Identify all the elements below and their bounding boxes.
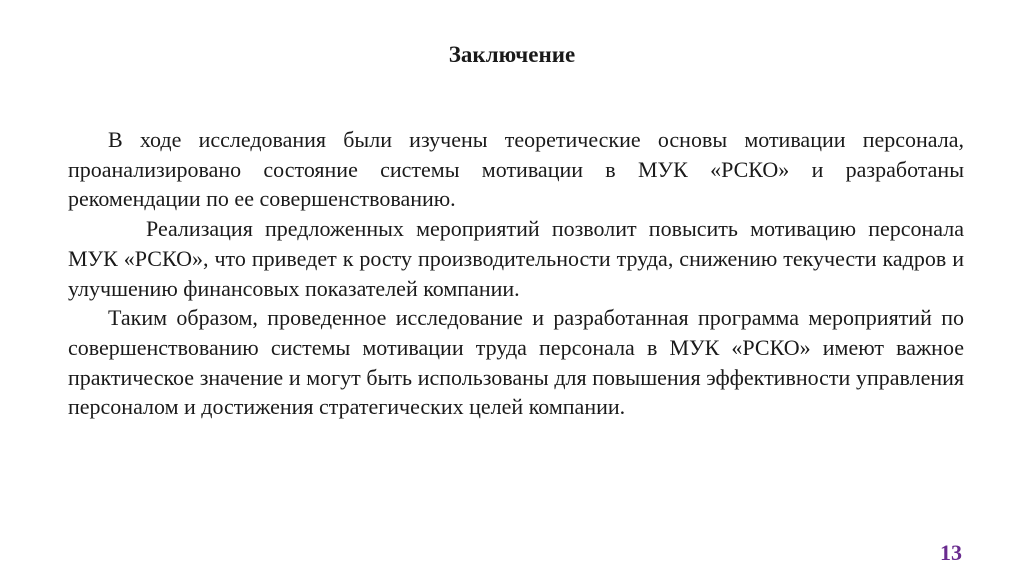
conclusion-paragraph-3: Таким образом, проведенное исследование и разработанная программа мероприятий по совершенствованию системы мотивации труда персонала в МУК «РСКО» имеют важное практическое значение и могут быть использованы для повышения эффективности управления персоналом и достижения стратегических целей компании. bbox=[68, 305, 964, 420]
page-number: 13 bbox=[940, 540, 962, 565]
conclusion-paragraph-2: Реализация предложенных мероприятий позволит повысить мотивацию персонала МУК «РСКО», что приведет к росту производительности труда, снижению текучести кадров и улучшению финансовых показателей компании. bbox=[68, 216, 964, 301]
slide-title: Заключение bbox=[448, 42, 576, 67]
slide-body bbox=[68, 125, 964, 422]
conclusion-paragraph-1: В ходе исследования были изучены теоретические основы мотивации персонала, проанализировано состояние системы мотивации в МУК «РСКО» и разработаны рекомендации по ее совершенствованию. bbox=[68, 127, 964, 212]
